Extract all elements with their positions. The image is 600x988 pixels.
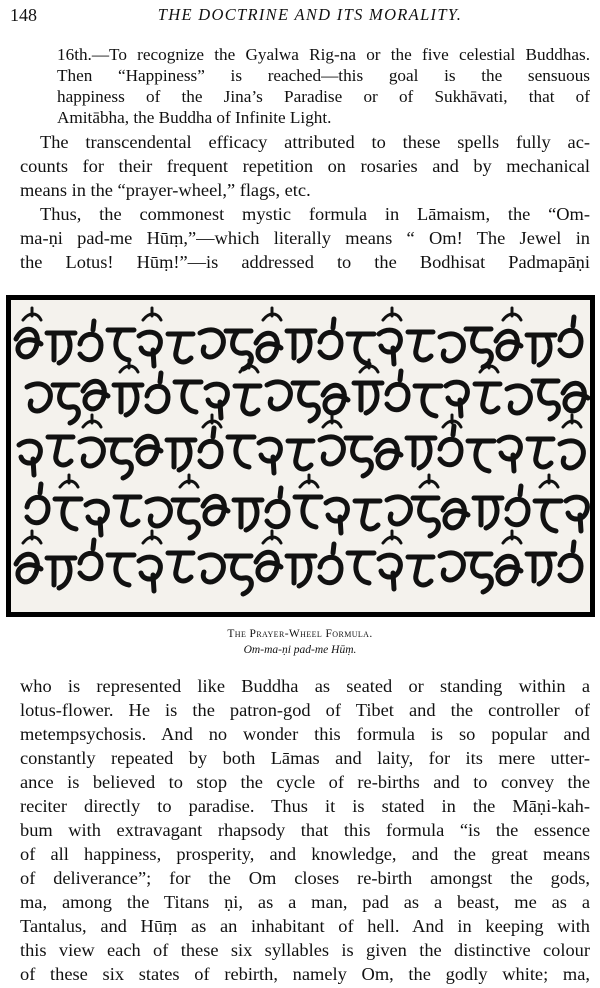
paragraph-line: the Lotus! Hūṃ!”—is addressed to the Bodhisat Padmapāṇi <box>20 252 590 272</box>
paragraph-formula <box>20 202 590 274</box>
paragraph-line: counts for their frequent repetition on rosaries and by mechanical <box>20 156 590 176</box>
paragraph-line: reciter directly to paradise. Thus it is stated in the Māṇi-kah- <box>20 796 590 816</box>
paragraph-line: The transcendental efficacy attributed to these spells fully ac- <box>40 132 590 152</box>
paragraph-line: constantly repeated by both Lāmas and laity, for its mere utter- <box>20 748 590 768</box>
page-number: 148 <box>10 5 37 25</box>
paragraph-line: this view each of these six syllables is given the distinctive colour <box>20 940 590 960</box>
tibetan-script-illustration <box>11 300 590 612</box>
paragraph-line: lotus-flower. He is the patron-god of Tibet and the controller of <box>20 700 590 720</box>
quoted-entry-16th <box>57 44 590 128</box>
figure-caption-title: The Prayer-Wheel Formula. <box>227 628 373 640</box>
quote-line: 16th.—To recognize the Gyalwa Rig-na or the five celestial Buddhas. <box>57 45 590 64</box>
paragraph-line: Tantalus, and Hūṃ as an inhabitant of hell. And in keeping with <box>20 916 590 936</box>
paragraph-line: Thus, the commonest mystic formula in Lāmaism, the “Om- <box>40 204 590 224</box>
paragraph-line: ma, among the Titans ṇi, as a man, pad as a beast, me as a <box>20 892 590 912</box>
paragraph-line: of these six states of rebirth, namely Om, the godly white; ma, <box>20 964 590 984</box>
paragraph-padmapani <box>20 674 590 986</box>
paragraph-line: bum with extravagant rhapsody that this formula “is the essence <box>20 820 590 840</box>
prayer-wheel-inscription-image <box>6 295 595 617</box>
paragraph-line: means in the “prayer-wheel,” flags, etc. <box>20 180 311 200</box>
paragraph-efficacy <box>20 130 590 202</box>
paragraph-line: ma-ṇi pad-me Hūṃ,”—which literally means “ Om! The Jewel in <box>20 228 590 248</box>
quote-line: Then “Happiness” is reached—this goal is the sensuous <box>57 66 590 85</box>
page-header <box>10 4 590 26</box>
paragraph-line: metempsychosis. And no wonder this formula is so popular and <box>20 724 590 744</box>
quote-line: happiness of the Jina’s Paradise or of Sukhāvati, that of <box>57 87 590 106</box>
paragraph-line: of all happiness, prosperity, and knowledge, and the great means <box>20 844 590 864</box>
paragraph-line: ance is believed to stop the cycle of re-births and to convey the <box>20 772 590 792</box>
figure-caption-subtitle: Om-ma-ṇi pad-me Hūṃ. <box>243 644 357 656</box>
quote-line: Amitābha, the Buddha of Infinite Light. <box>57 108 332 127</box>
running-head: THE DOCTRINE AND ITS MORALITY. <box>157 5 463 24</box>
paragraph-line: who is represented like Buddha as seated or standing within a <box>20 676 590 696</box>
paragraph-line: of deliverance”; for the Om closes re-birth amongst the gods, <box>20 868 590 888</box>
